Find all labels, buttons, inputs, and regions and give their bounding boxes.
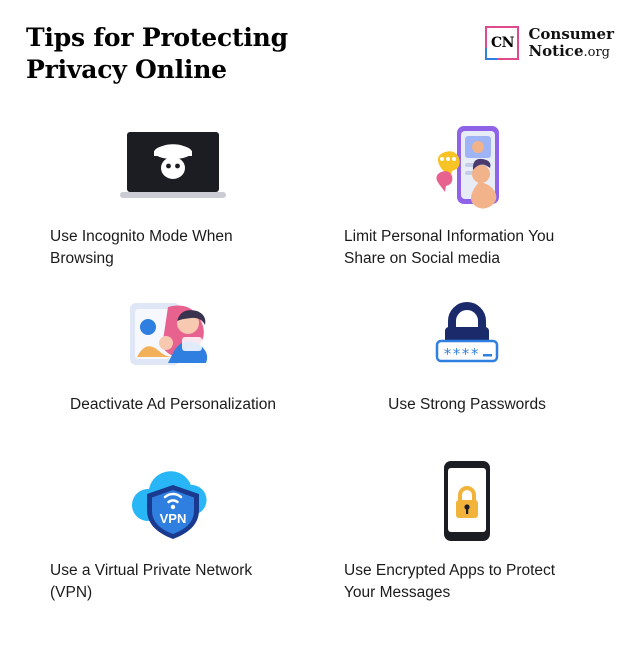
tip-label: Use Strong Passwords [388,396,546,413]
social-media-phone-icon [421,120,513,216]
encrypted-phone-lock-icon [436,454,498,550]
brand-mark-text: CN [490,35,514,52]
tip-label: Use a Virtual Private Network (VPN) [50,562,253,601]
page-title: Tips for Protecting Privacy Online [26,23,288,84]
tip-label: Use Incognito Mode When Browsing [50,228,233,267]
tip-label: Use Encrypted Apps to Protect Your Messages [344,562,556,601]
brand-name-line2: Notice [528,41,584,60]
tip-label: Limit Personal Information You Share on Social media [344,228,555,267]
tip-item [26,454,320,622]
brand-name-line1: Consumer [528,25,614,43]
tip-item [320,454,614,622]
incognito-laptop-icon [120,120,226,216]
svg-text:∗∗∗∗: ∗∗∗∗ [443,342,480,360]
svg-text:VPN: VPN [159,511,187,526]
brand-name [528,26,614,60]
ad-personalization-tablet-icon [126,288,220,384]
vpn-cloud-shield-icon [121,454,225,550]
tips-grid [26,120,614,622]
brand-mark-icon [485,26,519,60]
tip-item [320,120,614,288]
header [26,22,614,86]
brand-name-suffix: .org [583,44,610,60]
tip-item [320,288,614,454]
tip-item [26,120,320,288]
padlock-password-icon [419,288,515,384]
brand-logo [485,26,614,60]
tip-item [26,288,320,454]
tip-label: Deactivate Ad Personalization [70,396,276,413]
